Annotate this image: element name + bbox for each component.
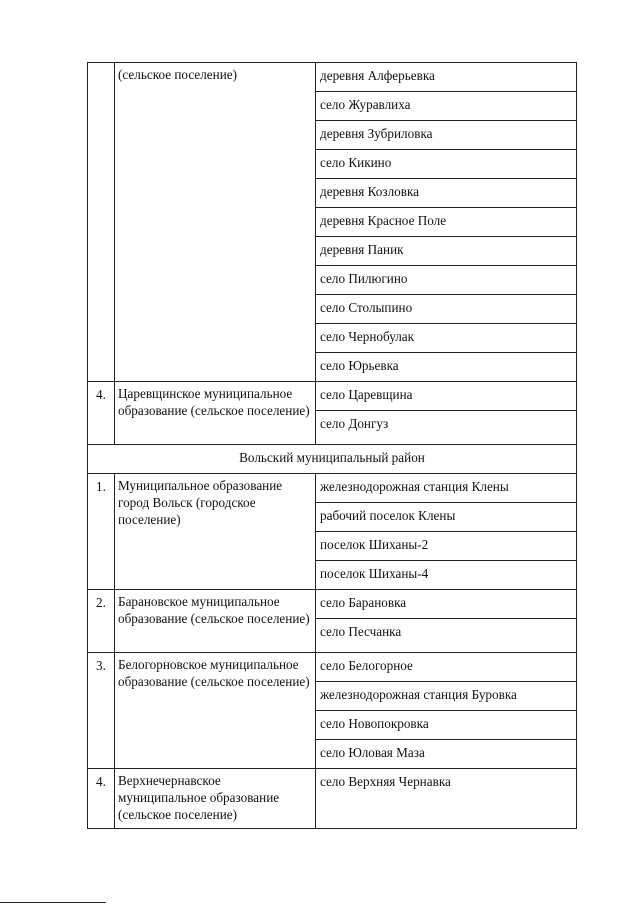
settlement-name: село Кикино <box>320 155 392 170</box>
municipality-name-cell <box>115 63 316 382</box>
municipality-name: Царевщинское муниципальное образование (сельское поселение) <box>118 386 310 418</box>
settlement-cell <box>316 653 577 682</box>
row-number-cell <box>88 474 115 590</box>
municipality-name: (сельское поселение) <box>118 67 237 82</box>
settlement-name: село Белогорное <box>320 658 413 673</box>
municipality-name-cell <box>115 382 316 445</box>
settlement-name: железнодорожная станция Буровка <box>320 687 517 702</box>
municipality-name-cell <box>115 769 316 829</box>
settlement-name: село Юрьевка <box>320 358 399 373</box>
municipality-name-cell <box>115 590 316 653</box>
settlement-name: село Пилюгино <box>320 271 408 286</box>
municipality-name-cell <box>115 653 316 769</box>
settlement-name: село Новопокровка <box>320 716 429 731</box>
row-number: 4. <box>96 387 106 402</box>
settlement-cell <box>316 353 577 382</box>
settlement-name: село Столыпино <box>320 300 413 315</box>
settlement-cell <box>316 532 577 561</box>
settlement-cell <box>316 740 577 769</box>
settlement-name: поселок Шиханы-2 <box>320 537 429 552</box>
municipality-name: Муниципальное образование город Вольск (городское поселение) <box>118 478 283 527</box>
table-row <box>88 769 577 829</box>
row-number: 1. <box>96 479 106 494</box>
settlement-cell <box>316 179 577 208</box>
settlement-name: деревня Зубриловка <box>320 126 433 141</box>
settlement-name: село Донгуз <box>320 416 389 431</box>
settlement-cell <box>316 208 577 237</box>
settlement-cell <box>316 295 577 324</box>
municipality-name-cell <box>115 474 316 590</box>
settlement-cell <box>316 237 577 266</box>
settlement-cell <box>316 619 577 653</box>
table-row <box>88 382 577 411</box>
settlement-name: деревня Алферьевка <box>320 68 435 83</box>
settlement-cell <box>316 150 577 179</box>
row-number: 2. <box>96 595 106 610</box>
row-number: 3. <box>96 658 106 673</box>
settlement-cell <box>316 324 577 353</box>
settlement-cell <box>316 63 577 92</box>
settlement-name: село Царевщина <box>320 387 413 402</box>
settlement-name: село Верхняя Чернавка <box>320 774 451 789</box>
settlement-name: деревня Козловка <box>320 184 420 199</box>
settlement-cell <box>316 92 577 121</box>
settlement-cell <box>316 411 577 445</box>
row-number-cell <box>88 63 115 382</box>
table-row <box>88 590 577 619</box>
row-number-cell <box>88 769 115 829</box>
settlement-cell <box>316 682 577 711</box>
municipality-name: Верхнечернавское муниципальное образование (сельское поселение) <box>118 773 280 822</box>
settlement-cell <box>316 711 577 740</box>
settlement-name: рабочий поселок Клены <box>320 508 456 523</box>
table-row <box>88 653 577 682</box>
settlement-cell <box>316 121 577 150</box>
settlement-name: деревня Паник <box>320 242 404 257</box>
settlement-cell <box>316 503 577 532</box>
district-header-row <box>88 445 577 474</box>
settlement-name: село Юловая Маза <box>320 745 425 760</box>
settlements-table <box>87 62 577 829</box>
settlement-cell <box>316 561 577 590</box>
municipality-name: Барановское муниципальное образование (сельское поселение) <box>118 594 310 626</box>
settlement-name: железнодорожная станция Клены <box>320 479 509 494</box>
settlement-cell <box>316 266 577 295</box>
table-row <box>88 474 577 503</box>
settlement-name: село Журавлиха <box>320 97 411 112</box>
footnote-separator <box>0 902 106 903</box>
municipality-name: Белогорновское муниципальное образование (сельское поселение) <box>118 657 310 689</box>
settlement-name: село Чернобулак <box>320 329 415 344</box>
row-number: 4. <box>96 774 106 789</box>
district-header-cell <box>88 445 577 474</box>
settlement-cell <box>316 474 577 503</box>
row-number-cell <box>88 382 115 445</box>
settlement-name: деревня Красное Поле <box>320 213 447 228</box>
settlement-cell <box>316 382 577 411</box>
district-title: Вольский муниципальный район <box>239 450 425 465</box>
settlement-cell <box>316 590 577 619</box>
settlement-name: село Песчанка <box>320 624 402 639</box>
settlement-name: село Барановка <box>320 595 407 610</box>
settlement-name: поселок Шиханы-4 <box>320 566 429 581</box>
row-number-cell <box>88 653 115 769</box>
settlement-cell <box>316 769 577 829</box>
table-row <box>88 63 577 92</box>
row-number-cell <box>88 590 115 653</box>
